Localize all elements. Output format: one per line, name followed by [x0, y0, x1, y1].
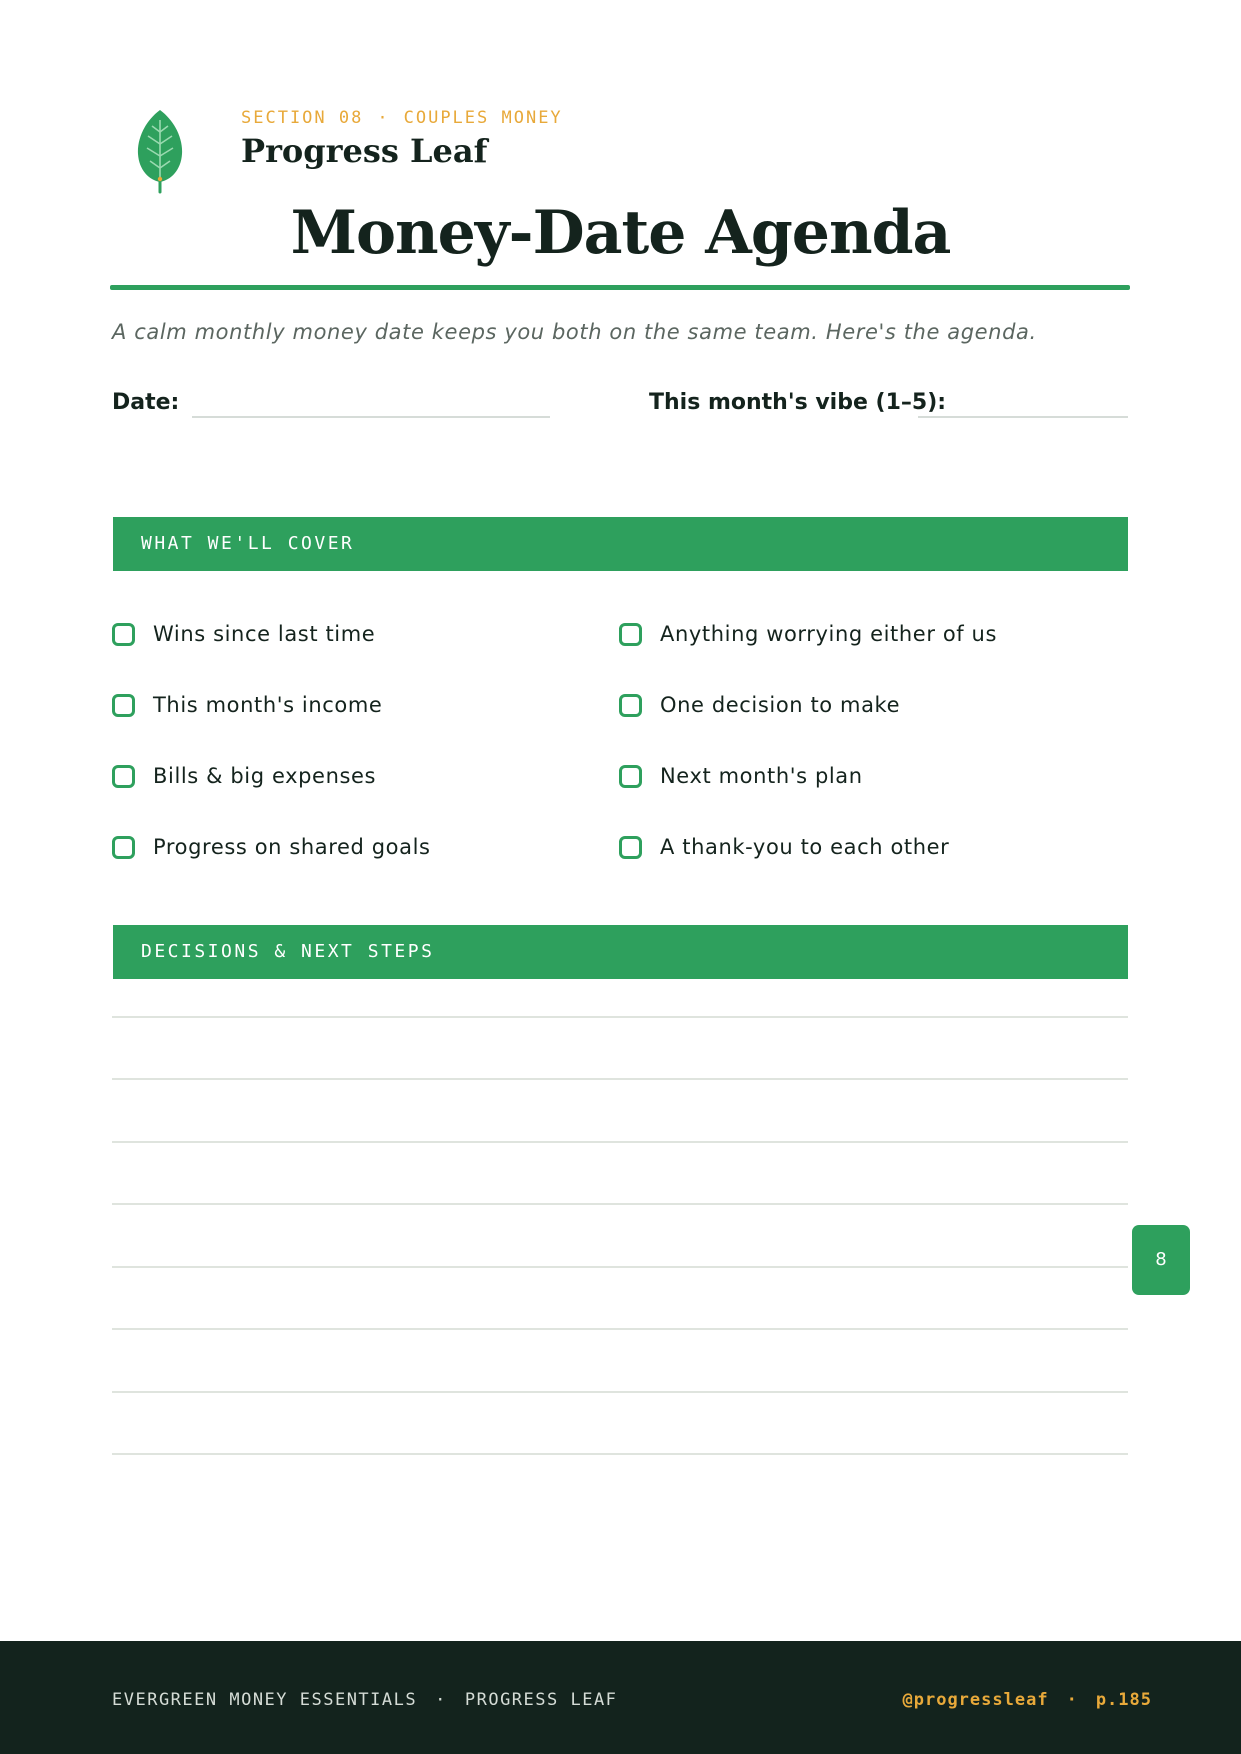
checkbox[interactable] — [112, 836, 135, 859]
checkbox[interactable] — [112, 694, 135, 717]
footer-handle: @progressleaf — [902, 1690, 1049, 1710]
footer-publication: EVERGREEN MONEY ESSENTIALS — [112, 1690, 418, 1710]
footer-credits — [112, 1690, 617, 1710]
note-line[interactable] — [112, 1016, 1128, 1018]
checkbox[interactable] — [619, 765, 642, 788]
footer-meta — [903, 1690, 1153, 1710]
intro-text: A calm monthly money date keeps you both on the same team. Here's the agenda. — [112, 320, 1037, 344]
section-eyebrow — [241, 108, 563, 128]
vibe-input-line[interactable] — [918, 416, 1128, 418]
checklist-item-label: Next month's plan — [660, 764, 863, 788]
leaf-icon — [134, 106, 186, 194]
checklist-item[interactable] — [112, 832, 431, 862]
note-line[interactable] — [112, 1453, 1128, 1455]
checkbox[interactable] — [112, 765, 135, 788]
decisions-section-header: DECISIONS & NEXT STEPS — [113, 925, 1128, 979]
brand-name: Progress Leaf — [241, 132, 488, 170]
note-line[interactable] — [112, 1328, 1128, 1330]
eyebrow-separator: · — [377, 108, 390, 128]
vibe-label: This month's vibe (1–5): — [649, 390, 947, 415]
checklist-item-label: One decision to make — [660, 693, 901, 717]
section-label: SECTION 08 — [241, 108, 364, 128]
checklist-item-label: A thank-you to each other — [660, 835, 950, 859]
checklist-item[interactable] — [619, 761, 863, 791]
footer-brand: PROGRESS LEAF — [464, 1690, 618, 1710]
section-category: COUPLES MONEY — [403, 108, 563, 128]
page-tab: 8 — [1132, 1225, 1190, 1295]
date-input-line[interactable] — [192, 416, 550, 418]
note-line[interactable] — [112, 1266, 1128, 1268]
checklist-item[interactable] — [112, 761, 376, 791]
note-line[interactable] — [112, 1078, 1128, 1080]
checklist-item[interactable] — [619, 619, 997, 649]
page-title: Money-Date Agenda — [290, 198, 951, 268]
checklist-item[interactable] — [619, 832, 949, 862]
footer-separator: · — [435, 1690, 447, 1710]
checkbox[interactable] — [619, 623, 642, 646]
note-line[interactable] — [112, 1203, 1128, 1205]
checklist-item-label: Progress on shared goals — [153, 835, 431, 859]
checkbox[interactable] — [619, 836, 642, 859]
checklist-item[interactable] — [619, 690, 900, 720]
checklist-item-label: Anything worrying either of us — [660, 622, 997, 646]
title-divider — [110, 285, 1130, 290]
checklist-item[interactable] — [112, 690, 382, 720]
footer-separator: · — [1066, 1690, 1078, 1710]
checkbox[interactable] — [112, 623, 135, 646]
checkbox[interactable] — [619, 694, 642, 717]
footer-page-number: p.185 — [1095, 1690, 1152, 1710]
note-line[interactable] — [112, 1141, 1128, 1143]
checklist-item-label: Wins since last time — [153, 622, 376, 646]
cover-section-header: WHAT WE'LL COVER — [113, 517, 1128, 571]
note-line[interactable] — [112, 1391, 1128, 1393]
checklist-item-label: This month's income — [153, 693, 383, 717]
checklist-item[interactable] — [112, 619, 375, 649]
checklist-item-label: Bills & big expenses — [153, 764, 377, 788]
date-label: Date: — [112, 390, 180, 415]
